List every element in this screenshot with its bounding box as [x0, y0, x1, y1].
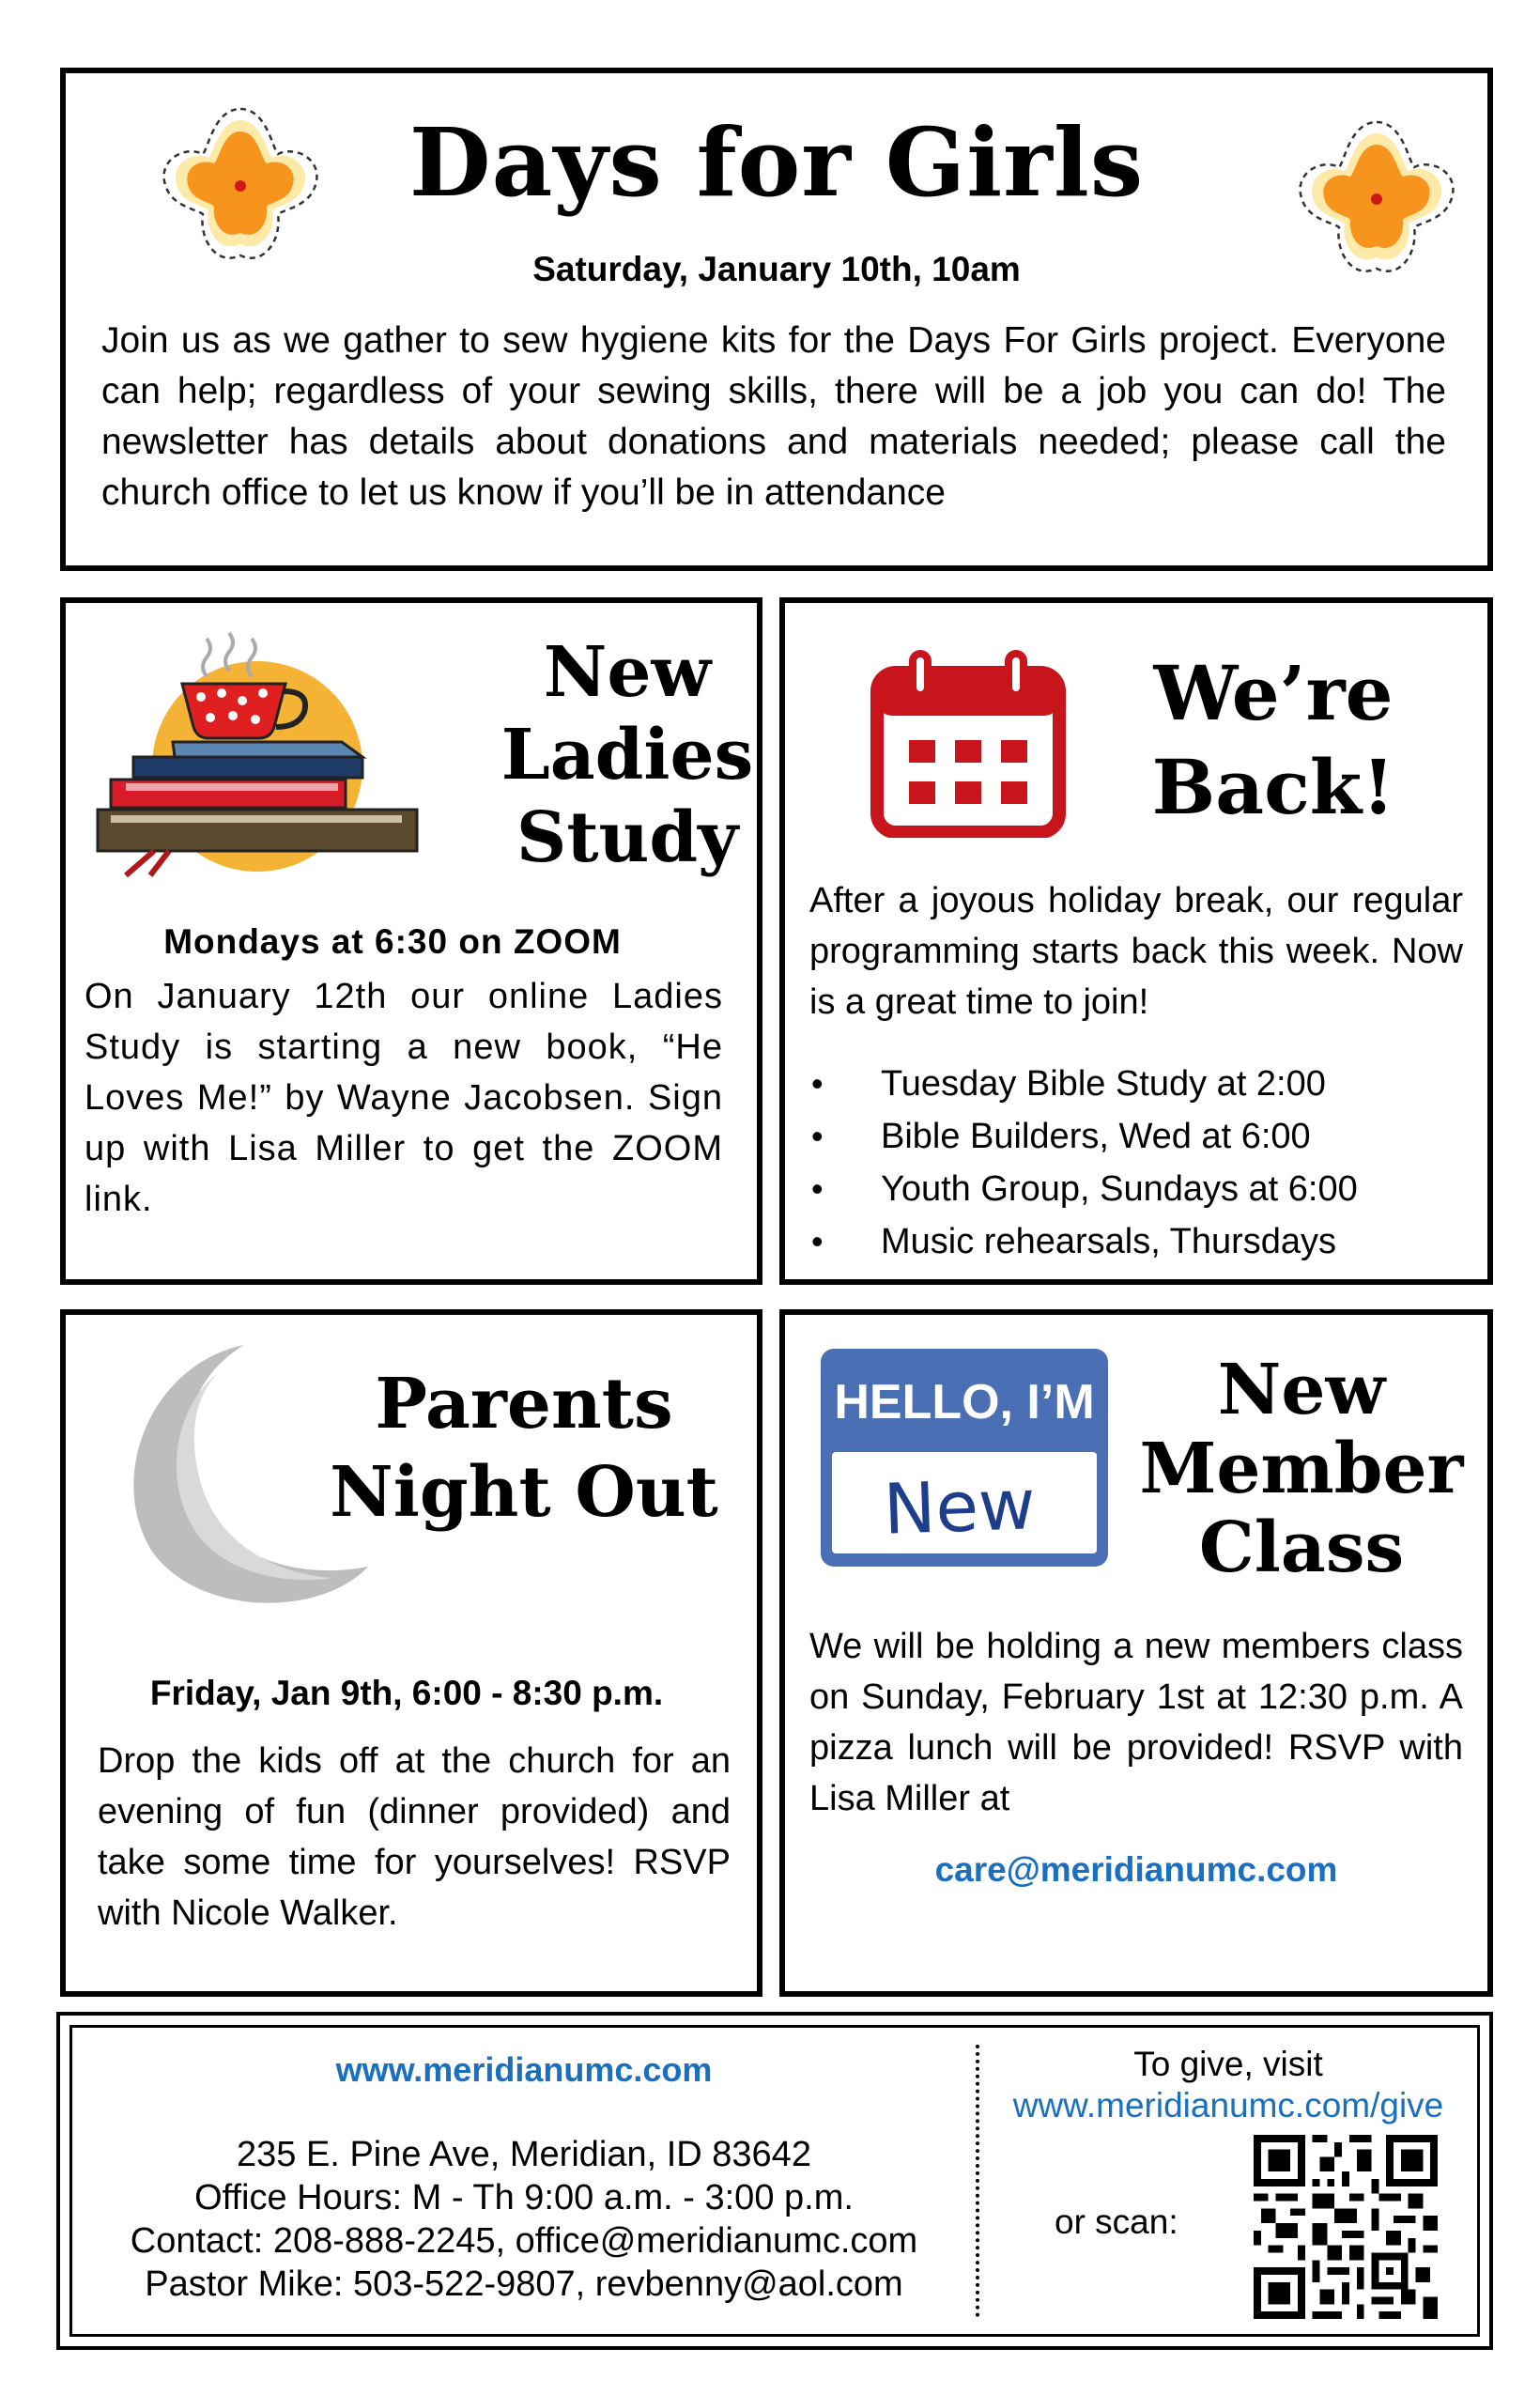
website-link[interactable]: www.meridianumc.com	[335, 2050, 713, 2089]
were-back-title	[1104, 646, 1442, 834]
were-back-box	[779, 597, 1493, 1285]
days-for-girls-title: Days for Girls	[408, 107, 1145, 218]
were-back-title-line: Back!	[1151, 743, 1395, 831]
were-back-title-line: We’re	[1153, 649, 1394, 737]
list-item: • Youth Group, Sundays at 6:00	[809, 1163, 1463, 1215]
parents-night-schedule: Friday, Jan 9th, 6:00 - 8:30 p.m.	[149, 1674, 664, 1712]
parents-night-title-line: Parents	[375, 1364, 673, 1445]
ladies-study-box	[60, 597, 762, 1285]
ladies-study-title-line: New	[543, 632, 712, 713]
rsvp-email-link[interactable]: care@meridianumc.com	[934, 1850, 1338, 1889]
name-tag-icon	[819, 1347, 1110, 1572]
ladies-study-title-line: Study	[516, 797, 739, 878]
new-member-title	[1132, 1351, 1471, 1587]
days-for-girls-description: Join us as we gather to sew hygiene kits for the Days For Girls project. Everyone can help; regardless of your sewing skills, there will be a job you can do! The newsletter has details about donations and materials needed; please call the church office to let us know if you’ll be in attendance	[101, 320, 1446, 513]
name-tag-header: HELLO, I’M	[834, 1375, 1095, 1429]
parents-night-title-line: Night Out	[330, 1452, 718, 1533]
qr-code-icon[interactable]	[1254, 2135, 1438, 2319]
new-member-description: We will be holding a new members class on Sunday, February 1st at 12:30 p.m. A pizza lunch will be provided! RSVP with Lisa Miller at	[809, 1627, 1463, 1818]
give-text: To give, visit	[1133, 2045, 1323, 2083]
scan-text: or scan:	[1055, 2202, 1178, 2241]
footer-inner-frame	[69, 2025, 1480, 2337]
name-tag-name: New	[882, 1464, 1037, 1551]
new-member-title-line: Member	[1139, 1429, 1464, 1509]
days-for-girls-date: Saturday, January 10th, 10am	[532, 250, 1021, 288]
parents-night-description: Drop the kids off at the church for an evening of fun (dinner provided) and take some time for yourselves! RSVP with Nicole Walker.	[98, 1741, 731, 1933]
pastor-contact: Pastor Mike: 503-522-9807, revbenny@aol.com	[145, 2264, 903, 2304]
list-item: • Music rehearsals, Thursdays	[809, 1215, 1463, 1268]
calendar-icon	[870, 650, 1067, 838]
footer-give	[979, 2028, 1477, 2334]
ladies-study-title	[458, 631, 796, 879]
parents-night-box	[60, 1309, 762, 1997]
office-hours: Office Hours: M - Th 9:00 a.m. - 3:00 p.m.	[194, 2178, 854, 2217]
new-member-title-line: New	[1217, 1350, 1386, 1430]
books-teacup-icon	[88, 626, 426, 879]
program-list	[809, 1058, 1463, 1268]
ladies-study-description: On January 12th our online Ladies Study is starting a new book, “He Loves Me!” by Wayne Jacobsen. Sign up with Lisa Miller to get the ZOOM link.	[85, 977, 723, 1219]
list-item: • Tuesday Bible Study at 2:00	[809, 1058, 1463, 1110]
new-member-box	[779, 1309, 1493, 1997]
days-for-girls-box	[60, 68, 1493, 571]
footer	[56, 2012, 1493, 2350]
contact-info: Contact: 208-888-2245, office@meridianumc.com	[130, 2221, 918, 2261]
give-link[interactable]: www.meridianumc.com/give	[1012, 2086, 1444, 2125]
footer-contact	[72, 2028, 976, 2334]
were-back-description: After a joyous holiday break, our regular programming starts back this week. Now is a great time to join!	[809, 881, 1463, 1022]
ladies-study-schedule: Mondays at 6:30 on ZOOM	[163, 922, 622, 961]
list-item: • Bible Builders, Wed at 6:00	[809, 1110, 1463, 1163]
parents-night-title	[327, 1360, 721, 1537]
ladies-study-title-line: Ladies	[500, 715, 754, 796]
address: 235 E. Pine Ave, Meridian, ID 83642	[237, 2135, 811, 2174]
new-member-title-line: Class	[1198, 1507, 1405, 1588]
